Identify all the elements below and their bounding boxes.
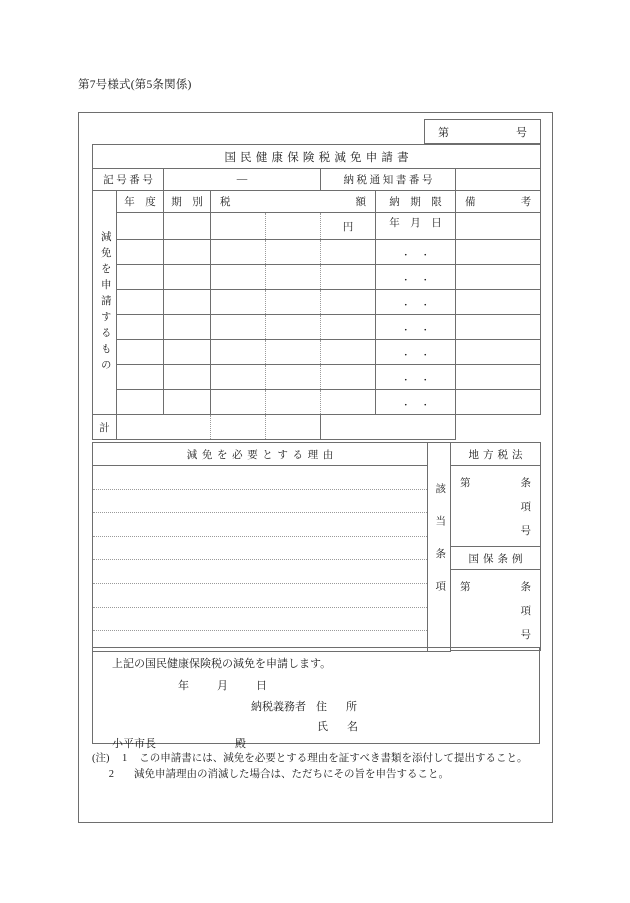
address-label: 住 所 <box>316 701 361 713</box>
reason-header-row <box>93 443 541 466</box>
ordinance-item: 号 <box>520 629 531 641</box>
table-row <box>93 365 541 390</box>
tax-notice-number-label: 納税通知書番号 <box>321 169 456 191</box>
applicable-article-label: 該当条項 <box>428 443 451 652</box>
side-label-applicant: 減免を申請するもの <box>93 191 117 415</box>
total-label: 計 <box>93 415 117 440</box>
cell-amount-a[interactable] <box>211 315 266 340</box>
header-term: 期 別 <box>164 191 211 213</box>
payer-address-line[interactable] <box>251 702 361 713</box>
form-number: 第7号様式(第5条関係) <box>78 79 192 91</box>
table-row <box>93 265 541 290</box>
note-item-1 <box>92 751 540 766</box>
reason-input-area[interactable] <box>93 466 428 652</box>
cell-amount-a[interactable] <box>211 290 266 315</box>
cell-amount-a[interactable] <box>211 240 266 265</box>
cell-remarks[interactable] <box>456 265 541 290</box>
tax-table-header-row <box>93 191 541 213</box>
cell-remarks[interactable] <box>456 390 541 415</box>
note-number-2: 2 <box>108 769 114 781</box>
cell-amount-b[interactable] <box>266 340 321 365</box>
cell-fiscal-year[interactable] <box>117 290 164 315</box>
cell-fiscal-year[interactable] <box>117 213 164 240</box>
cell-amount-b[interactable] <box>266 290 321 315</box>
note-item-2 <box>92 767 540 782</box>
cell-amount-a[interactable] <box>211 390 266 415</box>
declaration-statement: 上記の国民健康保険税の減免を申請します。 <box>112 658 332 670</box>
law-name-local-tax: 地方税法 <box>451 443 541 466</box>
due-year-label: 年 <box>389 218 400 229</box>
payer-name-label: 氏 名 <box>317 721 362 733</box>
total-row <box>93 415 541 440</box>
header-fiscal-year: 年 度 <box>117 191 164 213</box>
note-mark: (注) <box>92 753 110 764</box>
cell-amount-c[interactable] <box>321 365 376 390</box>
reason-section <box>92 442 541 652</box>
cell-remarks[interactable] <box>456 365 541 390</box>
mayor-label: 小平市長 <box>112 738 156 750</box>
table-row <box>93 315 541 340</box>
cell-remarks[interactable] <box>456 290 541 315</box>
cell-amount-b[interactable] <box>266 390 321 415</box>
cell-term[interactable] <box>164 240 211 265</box>
due-day-label: 日 <box>431 218 442 229</box>
cell-fiscal-year[interactable] <box>117 240 164 265</box>
cell-amount-b[interactable] <box>266 315 321 340</box>
ordinance-article-prefix: 第 <box>460 581 471 593</box>
document-number-box <box>424 119 541 144</box>
header-due-date: 納 期 限 <box>376 191 456 213</box>
declaration-date[interactable] <box>178 681 267 692</box>
cell-amount-a[interactable] <box>211 213 266 240</box>
cell-amount-a[interactable] <box>211 365 266 390</box>
cell-fiscal-year[interactable] <box>117 390 164 415</box>
total-amount-b[interactable] <box>211 415 266 440</box>
table-row <box>93 340 541 365</box>
local-tax-paragraph: 項 <box>520 501 531 513</box>
tax-notice-number-value[interactable] <box>456 169 541 191</box>
header-tax-amount-right: 額 <box>355 197 366 208</box>
cell-due-date[interactable]: ・ ・ <box>376 315 456 340</box>
cell-amount-c[interactable] <box>321 240 376 265</box>
cell-term[interactable] <box>164 290 211 315</box>
header-remarks-right: 考 <box>520 197 532 208</box>
header-tax-amount-left: 税 <box>220 197 231 208</box>
payer-label: 納税義務者 <box>251 701 306 713</box>
document-number-prefix: 第 <box>438 126 449 139</box>
reason-header: 減免を必要とする理由 <box>93 443 428 466</box>
cell-remarks[interactable] <box>456 240 541 265</box>
cell-amount-unit: 円 <box>321 213 376 240</box>
cell-amount-c[interactable] <box>321 340 376 365</box>
table-row <box>93 213 541 240</box>
cell-amount-b[interactable] <box>266 365 321 390</box>
ordinance-paragraph: 項 <box>520 605 531 617</box>
note-text-2: 減免申請理由の消滅した場合は、ただちにその旨を申告すること。 <box>134 769 449 781</box>
tax-reduction-table <box>92 144 541 440</box>
cell-due-date[interactable]: ・ ・ <box>376 290 456 315</box>
declaration-day-label: 日 <box>256 680 267 692</box>
cell-term[interactable] <box>164 390 211 415</box>
cell-remarks[interactable] <box>456 213 541 240</box>
cell-due-date[interactable]: ・ ・ <box>376 265 456 290</box>
due-month-label: 月 <box>410 218 421 229</box>
cell-remarks[interactable] <box>456 340 541 365</box>
table-row <box>93 390 541 415</box>
identifier-row <box>93 169 541 191</box>
honorific-label: 殿 <box>235 738 246 750</box>
total-amount-c[interactable] <box>266 415 321 440</box>
cell-term[interactable] <box>164 365 211 390</box>
total-amount-a[interactable] <box>164 415 211 440</box>
cell-amount-b[interactable] <box>266 213 321 240</box>
local-tax-item: 号 <box>520 525 531 537</box>
notes-section <box>92 751 540 782</box>
cell-amount-a[interactable] <box>211 265 266 290</box>
cell-fiscal-year[interactable] <box>117 365 164 390</box>
note-text-1: この申請書には、減免を必要とする理由を証すべき書類を添付して提出すること。 <box>139 753 528 764</box>
cell-fiscal-year[interactable] <box>117 265 164 290</box>
header-tax-amount <box>211 191 376 213</box>
header-remarks-left: 備 <box>465 197 476 208</box>
cell-remarks[interactable] <box>456 315 541 340</box>
declaration-year-label: 年 <box>178 680 189 692</box>
cell-term[interactable] <box>164 265 211 290</box>
cell-due-date[interactable]: ・ ・ <box>376 240 456 265</box>
cell-amount-c[interactable] <box>321 290 376 315</box>
form-outer-frame <box>78 112 553 823</box>
local-tax-article-prefix: 第 <box>460 477 471 489</box>
cell-term[interactable] <box>164 340 211 365</box>
cell-amount-c[interactable] <box>321 265 376 290</box>
title-row <box>93 145 541 169</box>
total-term[interactable] <box>117 415 164 440</box>
cell-fiscal-year[interactable] <box>117 340 164 365</box>
symbol-number-value[interactable]: — <box>164 169 321 191</box>
cell-term[interactable] <box>164 315 211 340</box>
cell-due-date[interactable]: ・ ・ <box>376 390 456 415</box>
note-number-1: 1 <box>122 753 128 764</box>
table-row <box>93 290 541 315</box>
document-number-suffix: 号 <box>516 126 527 139</box>
ordinance-article: 条 <box>520 581 531 593</box>
form-title: 国民健康保険税減免申請書 <box>93 145 541 169</box>
local-tax-article: 条 <box>520 477 531 489</box>
declaration-month-label: 月 <box>217 680 228 692</box>
law-fields-local-tax[interactable] <box>451 466 541 547</box>
law-name-health-ordinance: 国保条例 <box>451 547 541 570</box>
cell-due-date[interactable]: ・ ・ <box>376 340 456 365</box>
cell-due-date[interactable]: ・ ・ <box>376 365 456 390</box>
reason-ruled-lines <box>93 466 427 651</box>
declaration-section <box>92 647 540 750</box>
cell-term[interactable] <box>164 213 211 240</box>
cell-amount-a[interactable] <box>211 340 266 365</box>
cell-amount-b[interactable] <box>266 240 321 265</box>
cell-amount-c[interactable] <box>321 390 376 415</box>
cell-fiscal-year[interactable] <box>117 315 164 340</box>
cell-amount-c[interactable] <box>321 315 376 340</box>
reason-body-row <box>93 466 541 547</box>
cell-amount-b[interactable] <box>266 265 321 290</box>
law-fields-health-ordinance[interactable] <box>451 570 541 651</box>
cell-due-date[interactable] <box>376 213 456 240</box>
header-remarks <box>456 191 541 213</box>
symbol-number-label: 記号番号 <box>93 169 164 191</box>
table-row <box>93 240 541 265</box>
total-remarks[interactable] <box>321 415 456 440</box>
